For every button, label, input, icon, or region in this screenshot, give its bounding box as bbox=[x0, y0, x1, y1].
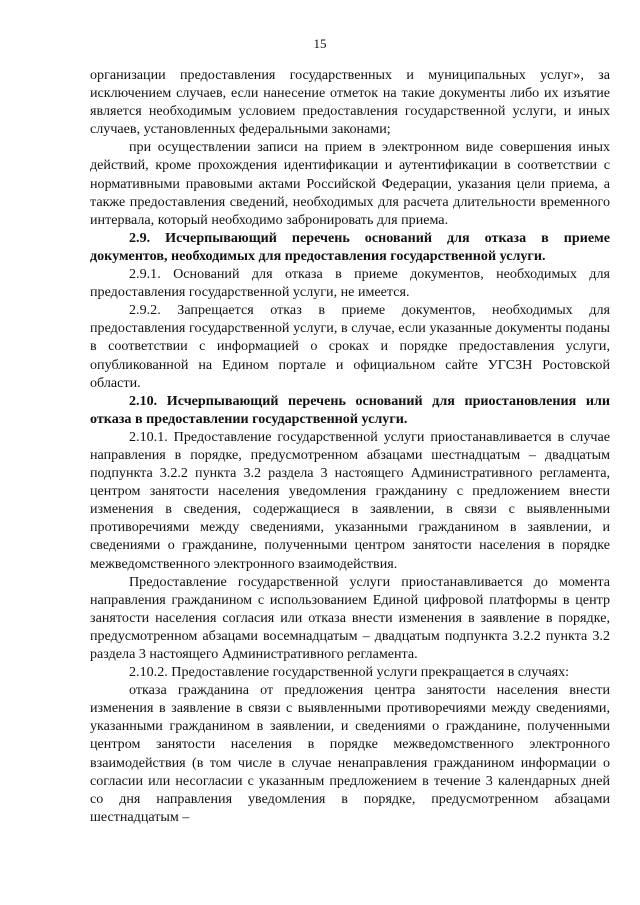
paragraph: организации предоставления государственных и муниципальных услуг», за исключением случаев, если нанесение отметок на такие документы либо их изъятие является необходимым условием предоставления государственной услуги, и иных случаев, установленных федеральными законами; bbox=[90, 67, 610, 138]
paragraph: отказа гражданина от предложения центра занятости населения внести изменения в заявление в связи с выявленными противоречиями между сведениями, указанными гражданином в заявлении, и сведениями о гражданине, полученными центром занятости населения в порядке межведомственного электронного взаимодействия (в том числе в случае ненаправления гражданином информации о согласии или несогласии с указанным предложением в течение 3 календарных дней со дня направления уведомления в порядке, предусмотренном абзацами шестнадцатым – bbox=[90, 682, 610, 825]
section-heading: 2.10. Исчерпывающий перечень оснований для приостановления или отказа в предоставлении государственной услуги. bbox=[90, 392, 610, 427]
section-heading: 2.9. Исчерпывающий перечень оснований для отказа в приеме документов, необходимых для предоставления государственной услуги. bbox=[90, 229, 610, 264]
paragraph: 2.9.1. Оснований для отказа в приеме документов, необходимых для предоставления государственной услуги, не имеется. bbox=[90, 266, 610, 301]
paragraph: при осуществлении записи на прием в электронном виде совершения иных действий, кроме прохождения идентификации и аутентификации в соответствии с нормативными правовыми актами Российской Федерации, указания цели приема, а также предоставления сведений, необходимых для расчета длительности временного интервала, который необходимо забронировать для приема. bbox=[90, 139, 610, 228]
paragraph: 2.9.2. Запрещается отказ в приеме документов, необходимых для предоставления государственной услуги, в случае, если указанные документы поданы в соответствии с информацией о сроках и порядке предоставления услуги, опубликованной на Едином портале и официальном сайте УГСЗН Ростовской области. bbox=[90, 302, 610, 391]
document-body bbox=[90, 66, 610, 826]
page-number: 15 bbox=[313, 36, 327, 51]
paragraph: 2.10.1. Предоставление государственной услуги приостанавливается в случае направления в порядке, предусмотренном абзацами шестнадцатым – двадцатым подпункта 3.2.2 пункта 3.2 раздела 3 настоящего Административного регламента, центром занятости населения уведомления гражданину с предложением внести изменения в сведения, содержащиеся в заявлении, в связи с выявленными противоречиями между сведениями, указанными гражданином в заявлении, и сведениями о гражданине, полученными центром занятости населения в порядке межведомственного электронного взаимодействия. bbox=[90, 428, 610, 572]
paragraph: 2.10.2. Предоставление государственной услуги прекращается в случаях: bbox=[129, 664, 570, 681]
paragraph: Предоставление государственной услуги приостанавливается до момента направления гражданином с использованием Единой цифровой платформы в центр занятости населения согласия или отказа внести изменения в заявление в порядке, предусмотренном абзацами восемнадцатым – двадцатым подпункта 3.2.2 пункта 3.2 раздела 3 настоящего Административного регламента. bbox=[90, 573, 610, 662]
